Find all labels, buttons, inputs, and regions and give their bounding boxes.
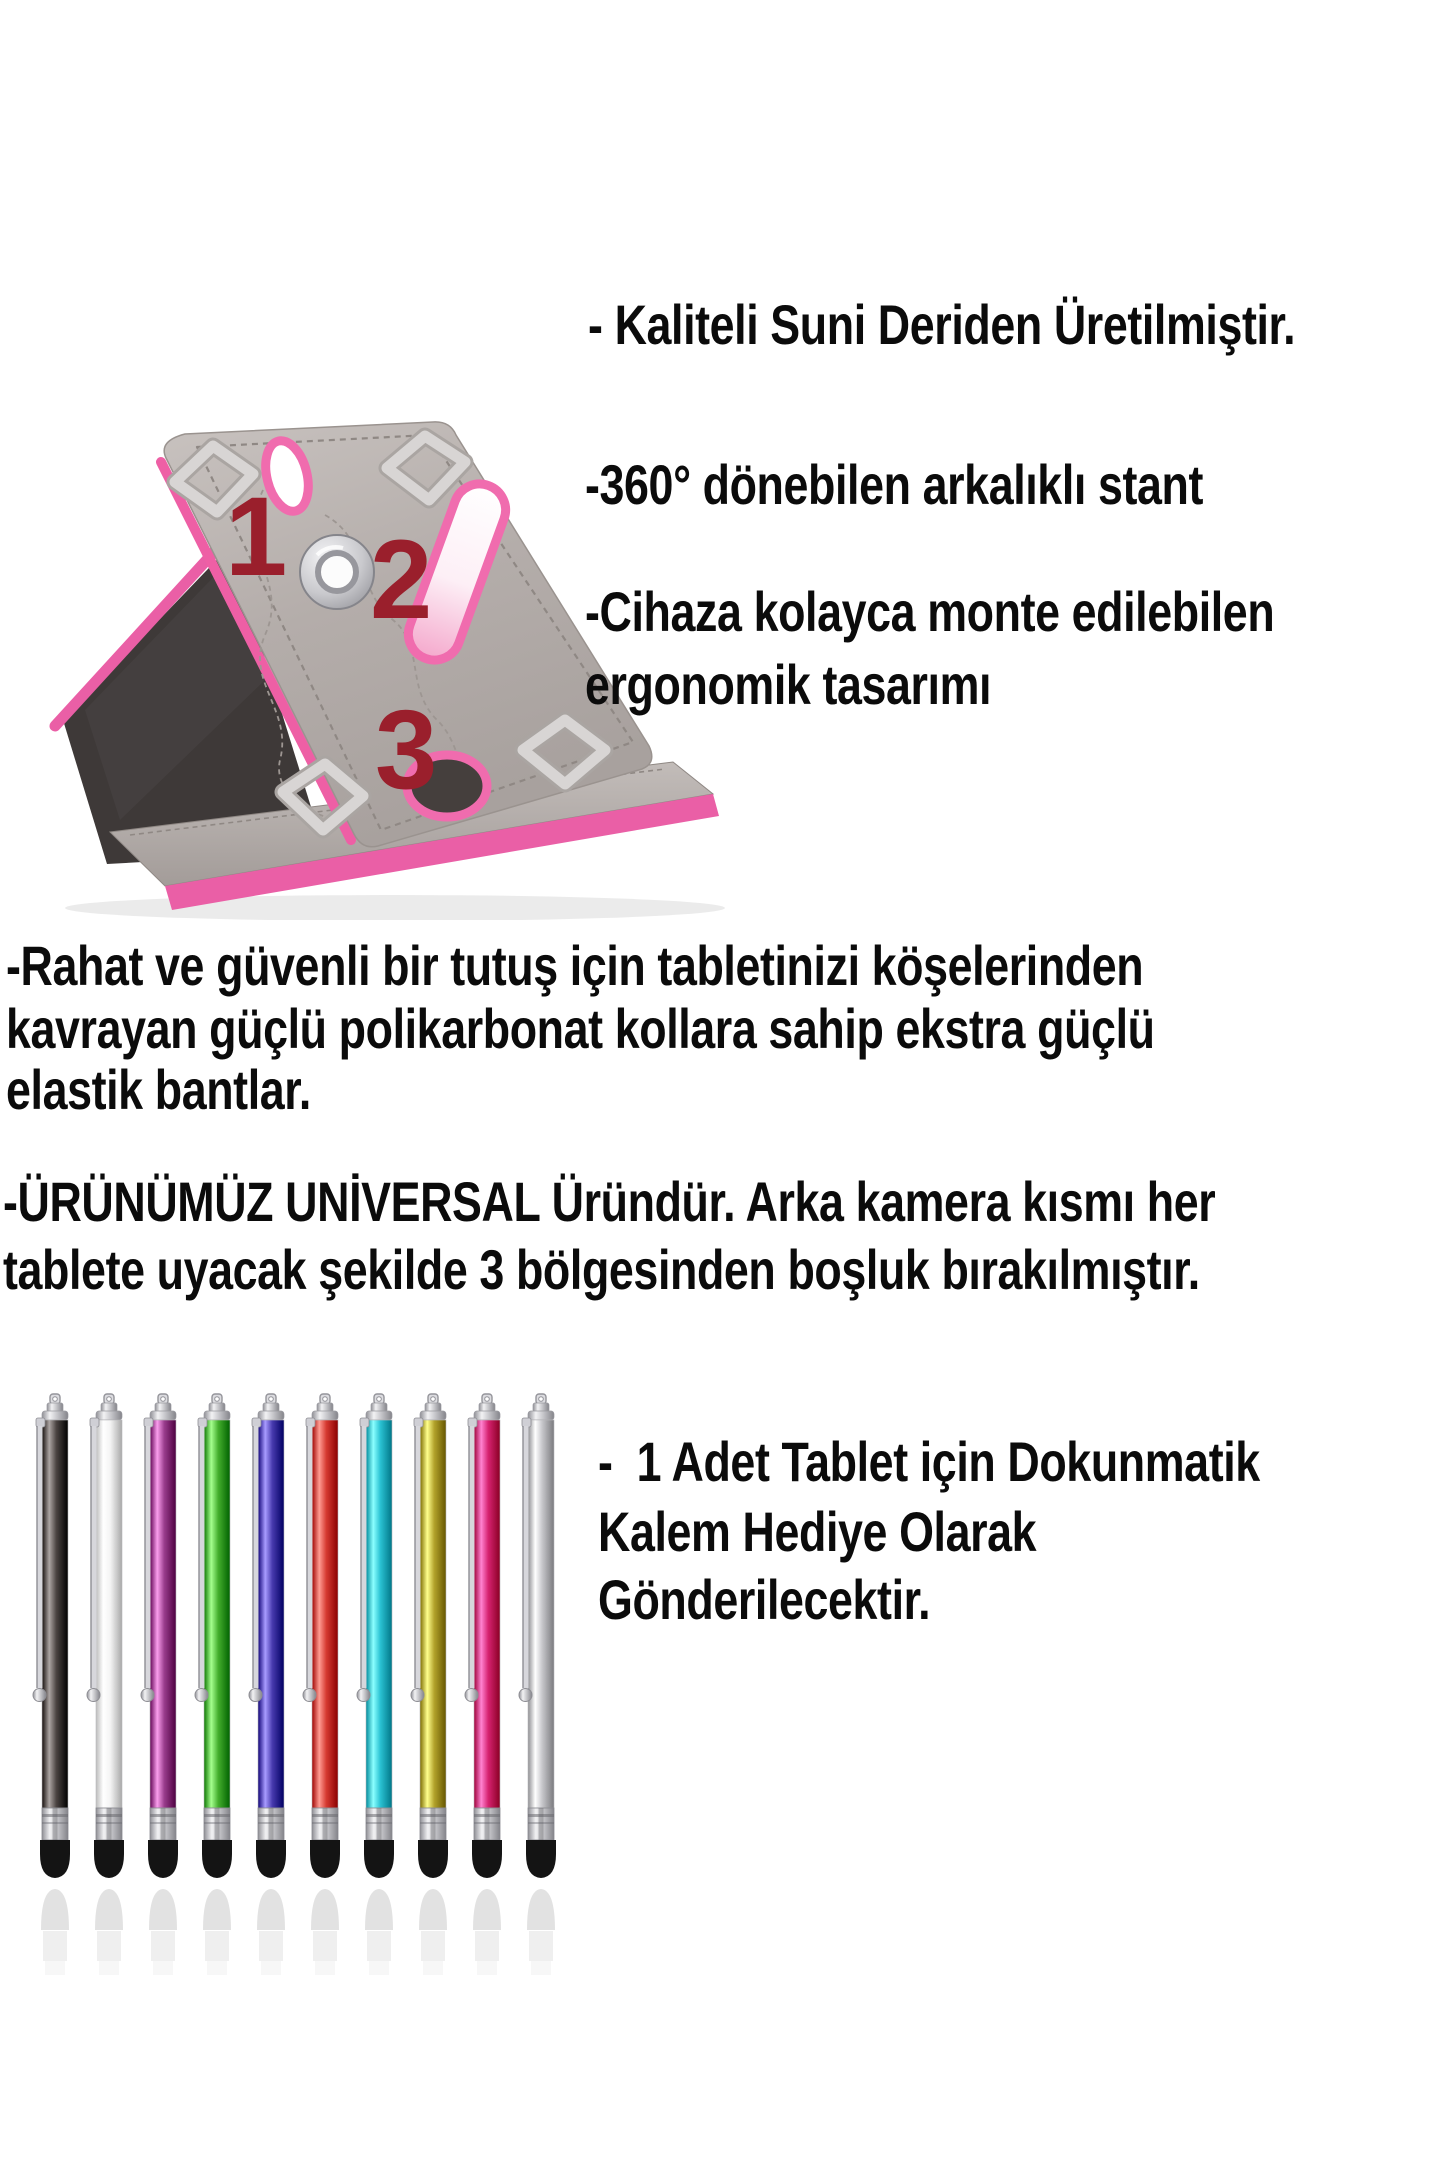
stylus-pen-6	[303, 1394, 340, 1975]
gift-note-line2: Kalem Hediye Olarak	[598, 1500, 1037, 1563]
feature-bullet-2: -360° dönebilen arkalıklı stant	[585, 453, 1203, 516]
case-marker-2: 2	[370, 517, 433, 642]
feature-bullet-1: - Kaliteli Suni Deriden Üretilmiştir.	[588, 293, 1296, 356]
pen-reflection	[311, 1889, 339, 1975]
pen-reflection	[365, 1889, 393, 1975]
stylus-pen-5	[249, 1394, 286, 1975]
case-marker-3: 3	[375, 687, 438, 812]
stylus-pen-7	[357, 1394, 394, 1975]
stylus-pen-3	[141, 1394, 178, 1975]
stylus-pen-4	[195, 1394, 232, 1975]
case-grommet-hole	[318, 553, 356, 591]
stylus-pens-photo	[15, 1390, 575, 2005]
gift-note-line3: Gönderilecektir.	[598, 1568, 931, 1631]
case-shadow	[65, 895, 725, 920]
stylus-pen-8	[411, 1394, 448, 1975]
paragraph2-line1: -ÜRÜNÜMÜZ UNİVERSAL Üründür. Arka kamera kısmı her	[3, 1170, 1216, 1233]
paragraph2-line2: tablete uyacak şekilde 3 bölgesinden boşluk bırakılmıştır.	[3, 1238, 1200, 1301]
feature-bullet-3-line-1: -Cihaza kolayca monte edilebilen	[585, 580, 1275, 643]
paragraph1-line2: kavrayan güçlü polikarbonat kollara sahip ekstra güçlü	[6, 997, 1155, 1060]
stylus-pen-2	[87, 1394, 124, 1975]
pen-reflection	[419, 1889, 447, 1975]
stylus-pen-9	[465, 1394, 502, 1975]
stylus-pen-1	[33, 1394, 70, 1975]
case-marker-1: 1	[225, 474, 288, 599]
pen-reflection	[203, 1889, 231, 1975]
feature-bullet-3-line-2: ergonomik tasarımı	[585, 653, 992, 716]
pen-reflection	[527, 1889, 555, 1975]
pen-reflection	[473, 1889, 501, 1975]
gift-note-line1: - 1 Adet Tablet için Dokunmatik	[598, 1430, 1260, 1493]
paragraph1-line1: -Rahat ve güvenli bir tutuş için tabletinizi köşelerinden	[6, 934, 1144, 997]
pen-reflection	[257, 1889, 285, 1975]
pen-reflection	[149, 1889, 177, 1975]
pen-reflection	[95, 1889, 123, 1975]
stylus-pen-10	[519, 1394, 556, 1975]
paragraph1-line3: elastik bantlar.	[6, 1058, 311, 1121]
pen-reflection	[41, 1889, 69, 1975]
